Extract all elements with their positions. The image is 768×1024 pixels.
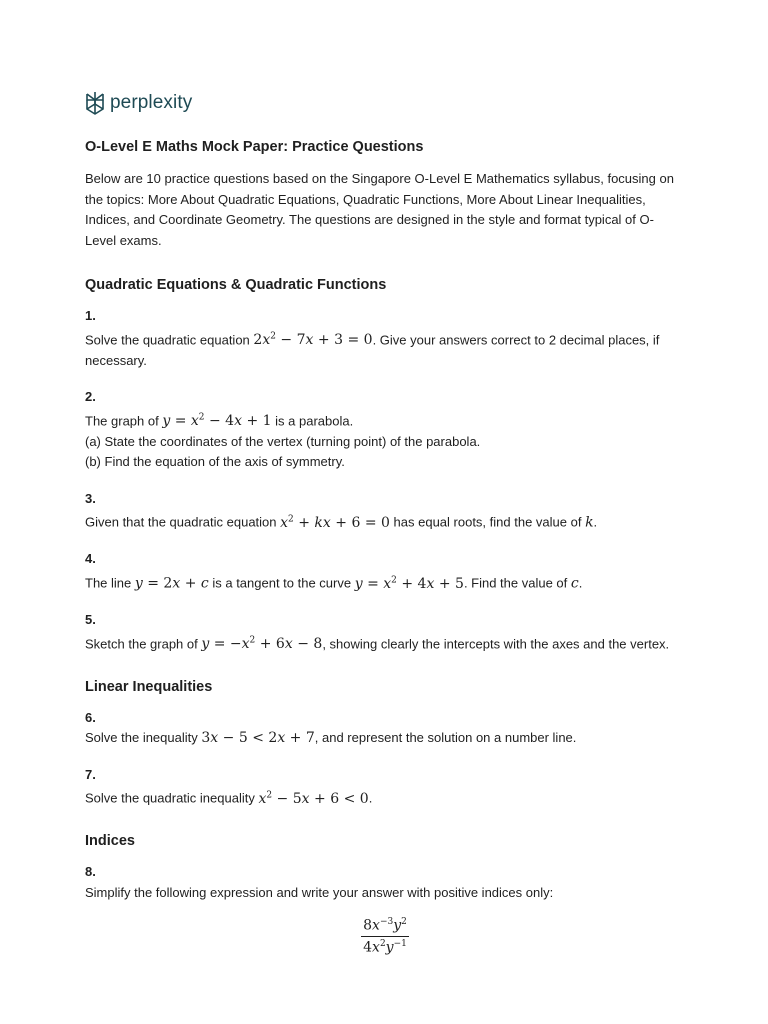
question-text-part: , and represent the solution on a number line. bbox=[314, 730, 577, 746]
math-expression: $x^2$ + kx + 6 = 0 bbox=[280, 514, 390, 531]
question-text-part: is a parabola. bbox=[271, 413, 354, 429]
question-number: 4. bbox=[85, 551, 96, 567]
question-number: 7. bbox=[85, 766, 96, 782]
math-expression: c bbox=[570, 575, 579, 592]
perplexity-logo-icon bbox=[85, 91, 105, 115]
math-expression: $y = -x^2 + 6x - 8$ bbox=[201, 635, 323, 653]
question-text-part: . Give your answers correct to 2 decimal places, if necessary. bbox=[85, 332, 660, 368]
section-heading-linear: Linear Inequalities bbox=[85, 678, 213, 695]
question-text-part: has equal roots, find the value of bbox=[389, 514, 586, 530]
section-heading-quadratic: Quadratic Equations & Quadratic Functions bbox=[85, 277, 387, 293]
question-number: 6. bbox=[85, 709, 96, 725]
question-text bbox=[85, 631, 685, 655]
question-text bbox=[85, 785, 685, 809]
question-5 bbox=[85, 610, 685, 655]
math-expression: $2x^2 - 7x + 3 = 0$ bbox=[253, 331, 373, 349]
math-fraction-block bbox=[85, 917, 685, 955]
question-part-a: (a) State the coordinates of the vertex (turning point) of the parabola. bbox=[85, 433, 481, 449]
math-expression: 3x − 5 < 2x + 7 bbox=[201, 730, 315, 747]
question-text-part: Solve the quadratic equation bbox=[85, 332, 254, 348]
question-text-part: is a tangent to the curve bbox=[208, 575, 355, 591]
question-text bbox=[85, 509, 685, 533]
question-3 bbox=[85, 489, 685, 534]
question-number: 2. bbox=[85, 389, 96, 405]
question-number: 1. bbox=[85, 308, 96, 323]
question-part-b: (b) Find the equation of the axis of symmetry. bbox=[85, 454, 345, 470]
fraction-numerator: $8x^{-3}y^2$ bbox=[363, 917, 407, 935]
question-text: Simplify the following expression and write your answer with positive indices only: bbox=[85, 884, 554, 900]
fraction-denominator: $4x^2y^{-1}$ bbox=[363, 939, 407, 956]
math-expression: k bbox=[585, 514, 594, 531]
question-1 bbox=[85, 306, 685, 371]
question-text-part: The graph of bbox=[85, 413, 163, 429]
question-text bbox=[85, 408, 685, 432]
document-title: O-Level E Maths Mock Paper: Practice Questions bbox=[85, 139, 424, 155]
math-expression: $x^2 - 5x + 6 < 0$ bbox=[258, 790, 369, 807]
question-text-part: Solve the inequality bbox=[85, 730, 202, 746]
math-expression: $y = x^2 - 4x + 1$ bbox=[162, 412, 272, 430]
brand-name: perplexity bbox=[110, 92, 193, 113]
question-8 bbox=[85, 862, 685, 955]
question-number: 5. bbox=[85, 612, 96, 628]
math-fraction bbox=[361, 917, 409, 955]
section-heading-indices: Indices bbox=[85, 833, 135, 850]
question-7 bbox=[85, 765, 685, 810]
question-text-part: The line bbox=[85, 575, 135, 591]
question-text-part: . bbox=[593, 514, 598, 530]
question-text-part: . bbox=[578, 575, 583, 591]
question-text bbox=[85, 327, 685, 372]
question-text-part: . Find the value of bbox=[463, 575, 571, 591]
question-text-part: , showing clearly the intercepts with the axes and the vertex. bbox=[322, 636, 670, 652]
question-text bbox=[85, 728, 685, 749]
math-expression: $y = x^2 + 4x + 5$ bbox=[354, 574, 464, 592]
question-text-part: . bbox=[368, 790, 373, 806]
question-number: 3. bbox=[85, 490, 96, 506]
document-body bbox=[85, 137, 685, 972]
intro-paragraph: Below are 10 practice questions based on the Singapore O-Level E Mathematics syllabus, focusing on the topics: More About Quadratic Equations, Quadratic Functions, More About Linear Inequalities, Indices, and Coordinate Geometry. The questions are designed in the style and format typical of O-Level exams. bbox=[85, 171, 674, 248]
question-number: 8. bbox=[85, 864, 96, 880]
question-text-part: Solve the quadratic inequality bbox=[85, 790, 259, 806]
question-4 bbox=[85, 549, 685, 594]
perplexity-logo bbox=[85, 90, 192, 116]
question-6 bbox=[85, 708, 685, 749]
question-2 bbox=[85, 387, 685, 473]
question-text bbox=[85, 570, 685, 594]
question-text-part: Given that the quadratic equation bbox=[85, 514, 281, 530]
question-text-part: Sketch the graph of bbox=[85, 636, 202, 652]
math-expression: y = 2x + c bbox=[134, 575, 209, 592]
